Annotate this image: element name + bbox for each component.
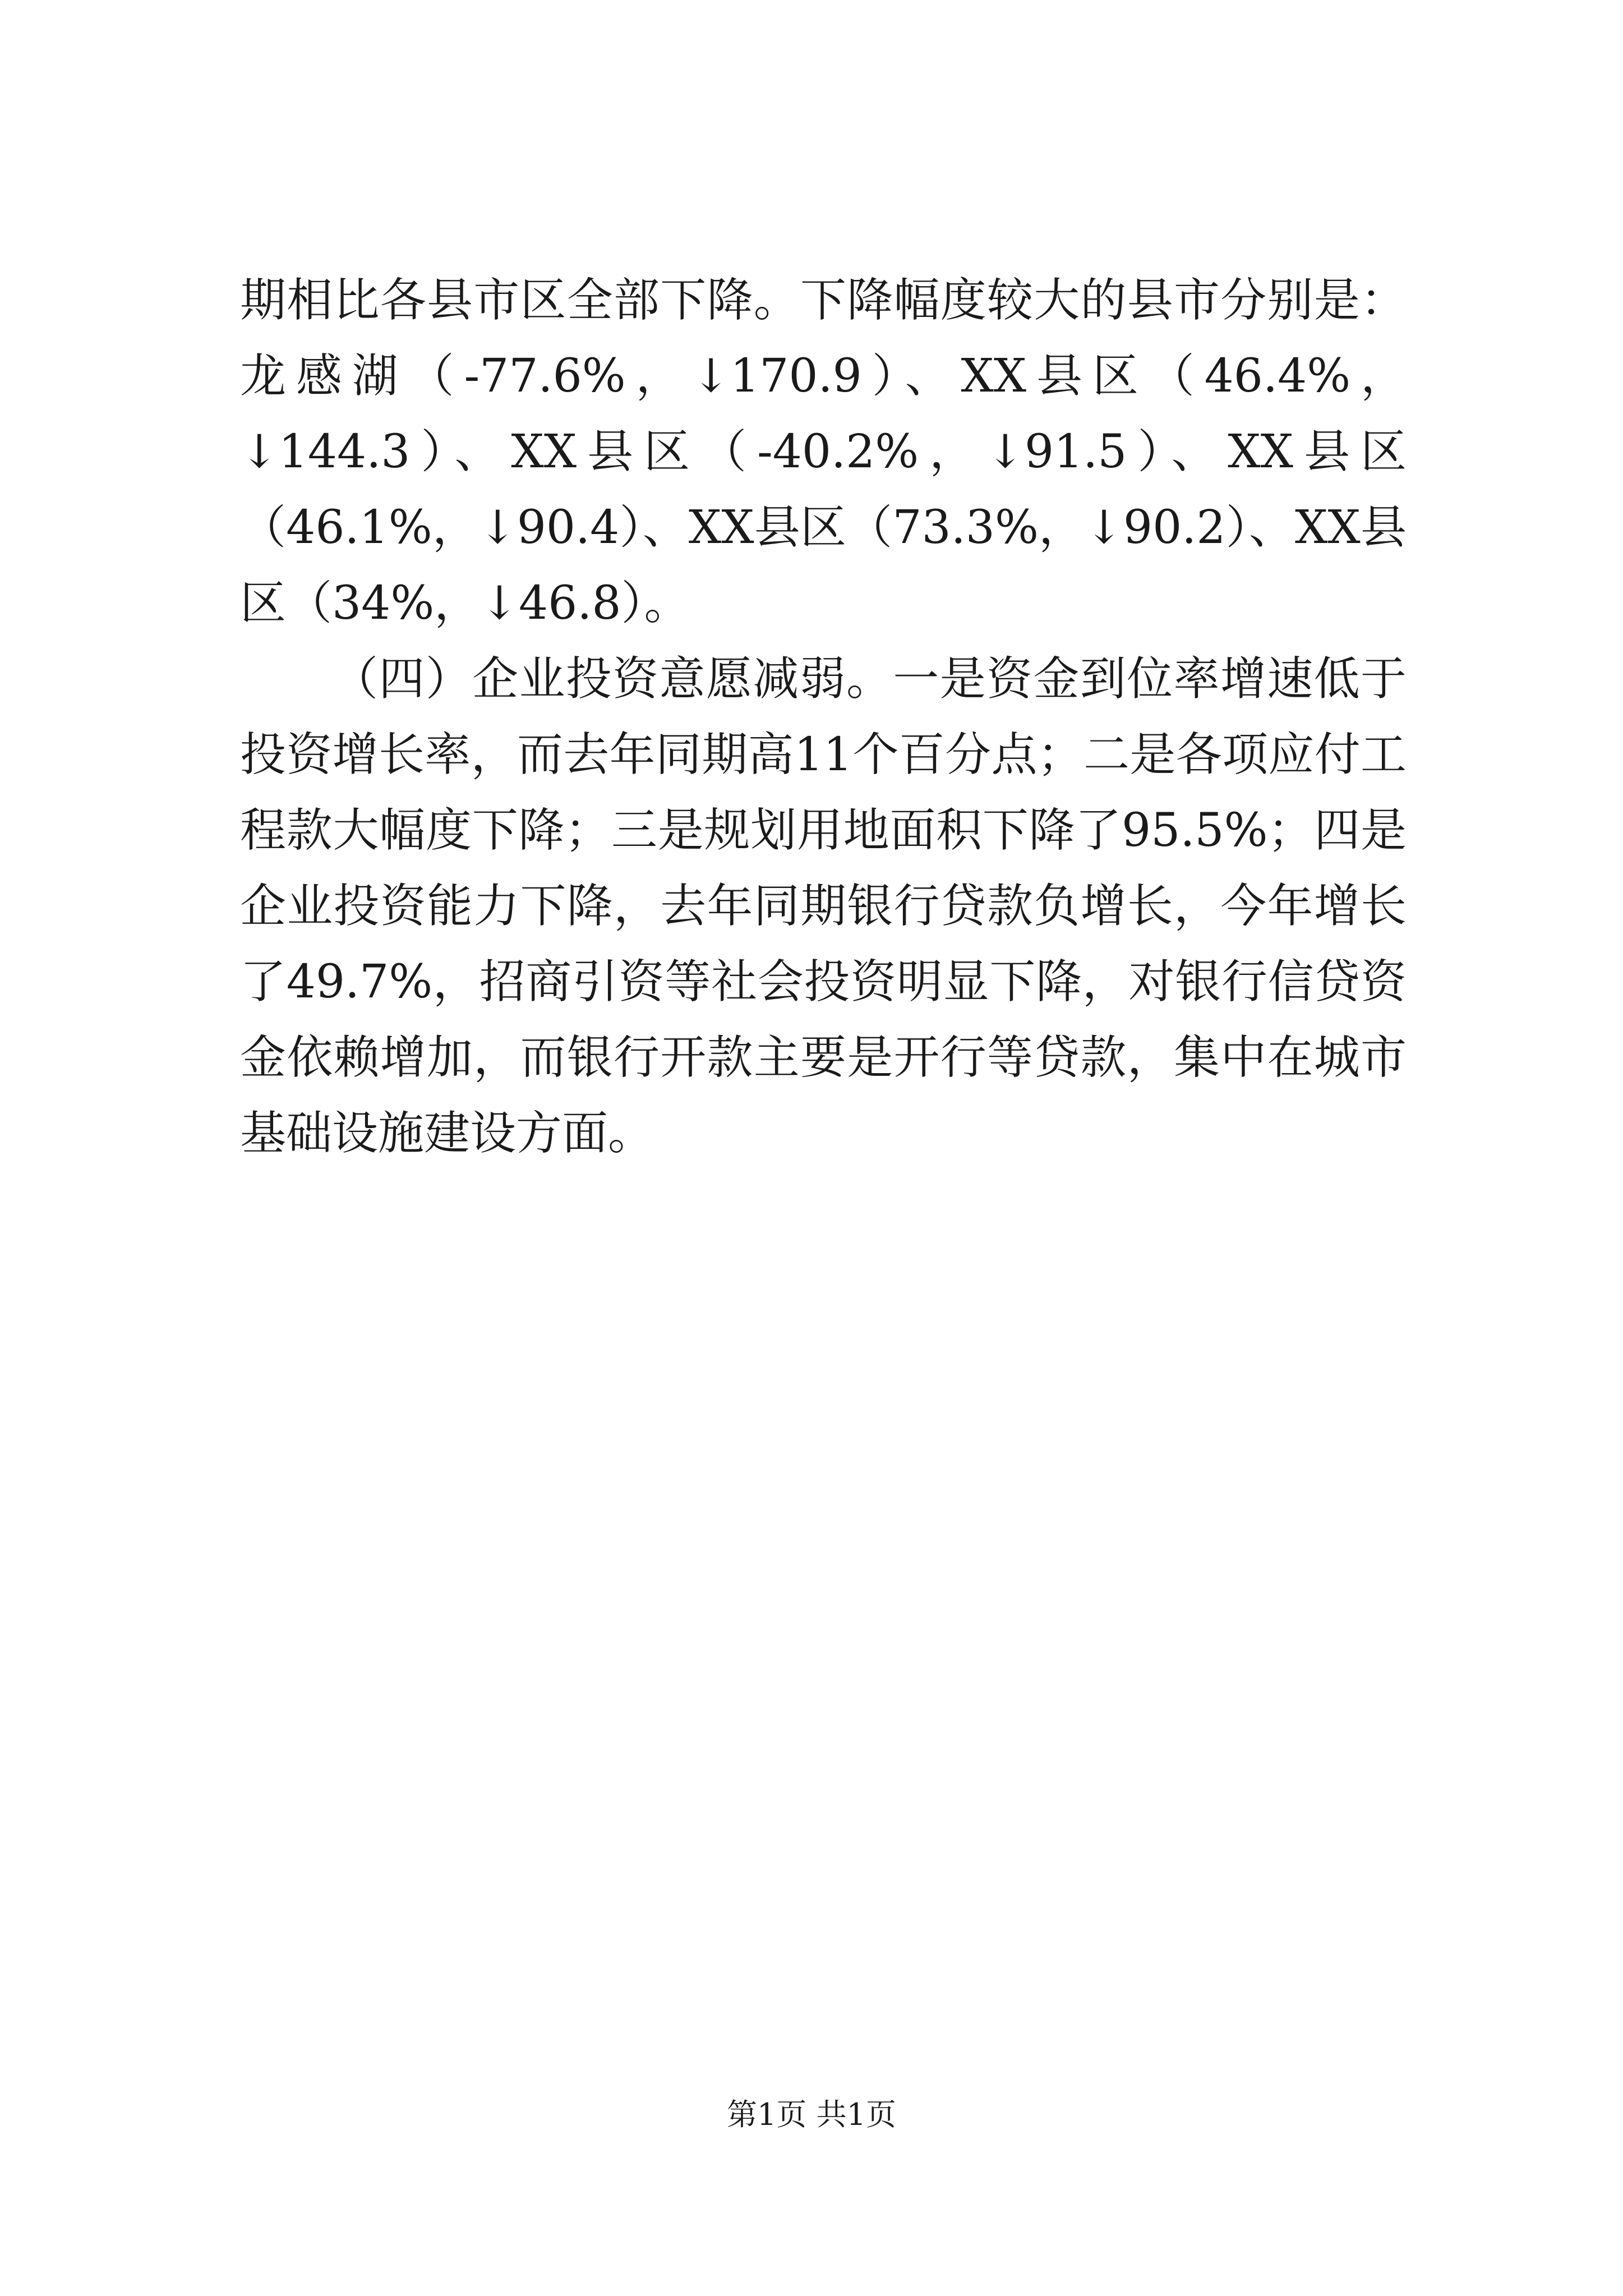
paragraph-county-decline: 期相比各县市区全部下降。下降幅度较大的县市分别是：龙感湖（-77.6%，↓170.9）、XX县区（46.4%，↓144.3）、XX县区（-40.2%，↓91.5）、XX县区（46.1%，↓90.4）、XX县区（73.3%，↓90.2）、XX县区（34%，↓46.8）。 bbox=[240, 274, 1407, 630]
page-footer: 第1页 共1页 bbox=[727, 2097, 896, 2132]
document-body bbox=[240, 263, 1407, 1171]
paragraph-investment-willingness: （四）企业投资意愿减弱。一是资金到位率增速低于投资增长率，而去年同期高11个百分点；二是各项应付工程款大幅度下降；三是规划用地面积下降了95.5%；四是企业投资能力下降，去年同期银行贷款负增长，今年增长了49.7%，招商引资等社会投资明显下降，对银行信贷资金依赖增加，而银行开款主要是开行等贷款，集中在城市基础设施建设方面。 bbox=[240, 652, 1407, 1160]
